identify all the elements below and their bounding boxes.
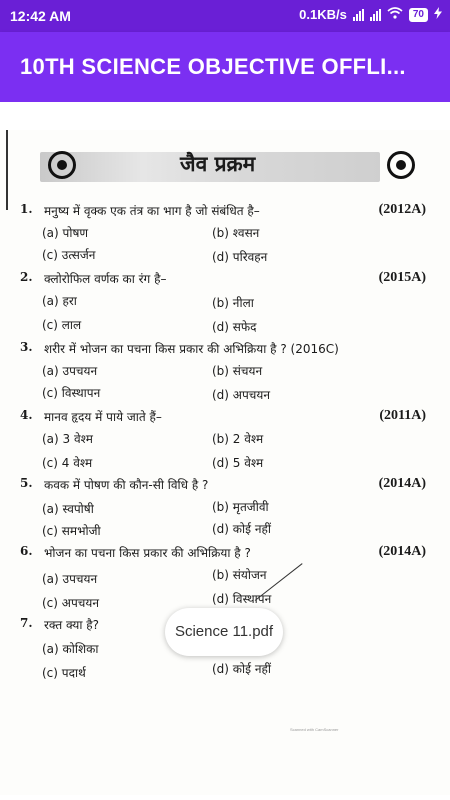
question-number: 7.: [20, 616, 33, 630]
question-number: 2.: [20, 270, 33, 284]
question-text: रक्त क्या है?: [44, 618, 100, 632]
question-year: (2014A): [378, 544, 426, 559]
option: (d) अपचयन: [212, 388, 271, 402]
question-text: क्लोरोफिल वर्णक का रंग है–: [44, 272, 167, 286]
wifi-icon: [387, 7, 403, 22]
option: (c) अपचयन: [42, 596, 99, 610]
signal-icon: [353, 9, 364, 21]
option: (a) उपचयन: [42, 572, 98, 586]
question-text: मानव हृदय में पाये जाते हैं–: [44, 410, 162, 424]
option: (d) सफेद: [212, 320, 257, 334]
option: (c) लाल: [42, 318, 82, 332]
option: (a) उपचयन: [42, 364, 98, 378]
question-text: मनुष्य में वृक्क एक तंत्र का भाग है जो संबंधित है–: [44, 204, 260, 218]
app-bar: [0, 32, 450, 102]
option: (c) उत्सर्जन: [42, 248, 96, 262]
net-speed: 0.1KB/s: [299, 7, 347, 22]
option: (b) मृतजीवी: [212, 500, 269, 514]
question-number: 5.: [20, 476, 33, 490]
battery-icon: 70: [409, 8, 428, 22]
pdf-page[interactable]: [0, 130, 450, 795]
option: (a) कोशिका: [42, 642, 99, 656]
option: (b) श्वसन: [212, 226, 260, 240]
status-time: 12:42 AM: [10, 8, 71, 24]
file-name-toast: Science 11.pdf: [165, 608, 283, 656]
question-text: शरीर में भोजन का पचना किस प्रकार की अभिक्रिया है ? (2016C): [44, 342, 339, 356]
option: (c) समभोजी: [42, 524, 101, 538]
option: (b) 2 वेश्म: [212, 432, 264, 446]
option: (a) पोषण: [42, 226, 89, 240]
question-text: कवक में पोषण की कौन-सी विधि है ?: [44, 478, 209, 492]
option: (d) विस्थापन: [212, 592, 272, 606]
question-year: (2012A): [378, 202, 426, 217]
status-bar: [0, 0, 450, 32]
question-year: (2011A): [379, 408, 426, 423]
question-year: (2015A): [378, 270, 426, 285]
question-number: 1.: [20, 202, 33, 216]
option: (b) संयोजन: [212, 568, 267, 582]
question-year: (2014A): [378, 476, 426, 491]
question-number: 6.: [20, 544, 33, 558]
option: (a) स्वपोषी: [42, 502, 94, 516]
option: (a) हरा: [42, 294, 77, 308]
target-right-icon: [387, 151, 415, 179]
target-left-icon: [48, 151, 76, 179]
question-number: 3.: [20, 340, 33, 354]
signal-2-icon: [370, 9, 381, 21]
option: (d) परिवहन: [212, 250, 268, 264]
option: (b) नीला: [212, 296, 254, 310]
question-number: 4.: [20, 408, 33, 422]
status-icons: [299, 7, 442, 22]
pdf-viewer[interactable]: [0, 102, 450, 800]
option: (c) पदार्थ: [42, 666, 86, 680]
option: (d) कोई नहीं: [212, 522, 271, 536]
scanner-footnote: Scanned with CamScanner: [290, 727, 339, 732]
option: (a) 3 वेश्म: [42, 432, 93, 446]
charging-icon: [434, 7, 442, 22]
page-edge-mark: [0, 130, 8, 210]
option: (b) संचयन: [212, 364, 263, 378]
option: (d) कोई नहीं: [212, 662, 271, 676]
chapter-title: जैव प्रक्रम: [180, 152, 256, 176]
question-text: भोजन का पचना किस प्रकार की अभिक्रिया है ?: [44, 546, 251, 560]
option: (c) 4 वेश्म: [42, 456, 93, 470]
app-title: 10TH SCIENCE OBJECTIVE OFFLI...: [20, 54, 406, 79]
option: (c) विस्थापन: [42, 386, 101, 400]
option: (d) 5 वेश्म: [212, 456, 264, 470]
